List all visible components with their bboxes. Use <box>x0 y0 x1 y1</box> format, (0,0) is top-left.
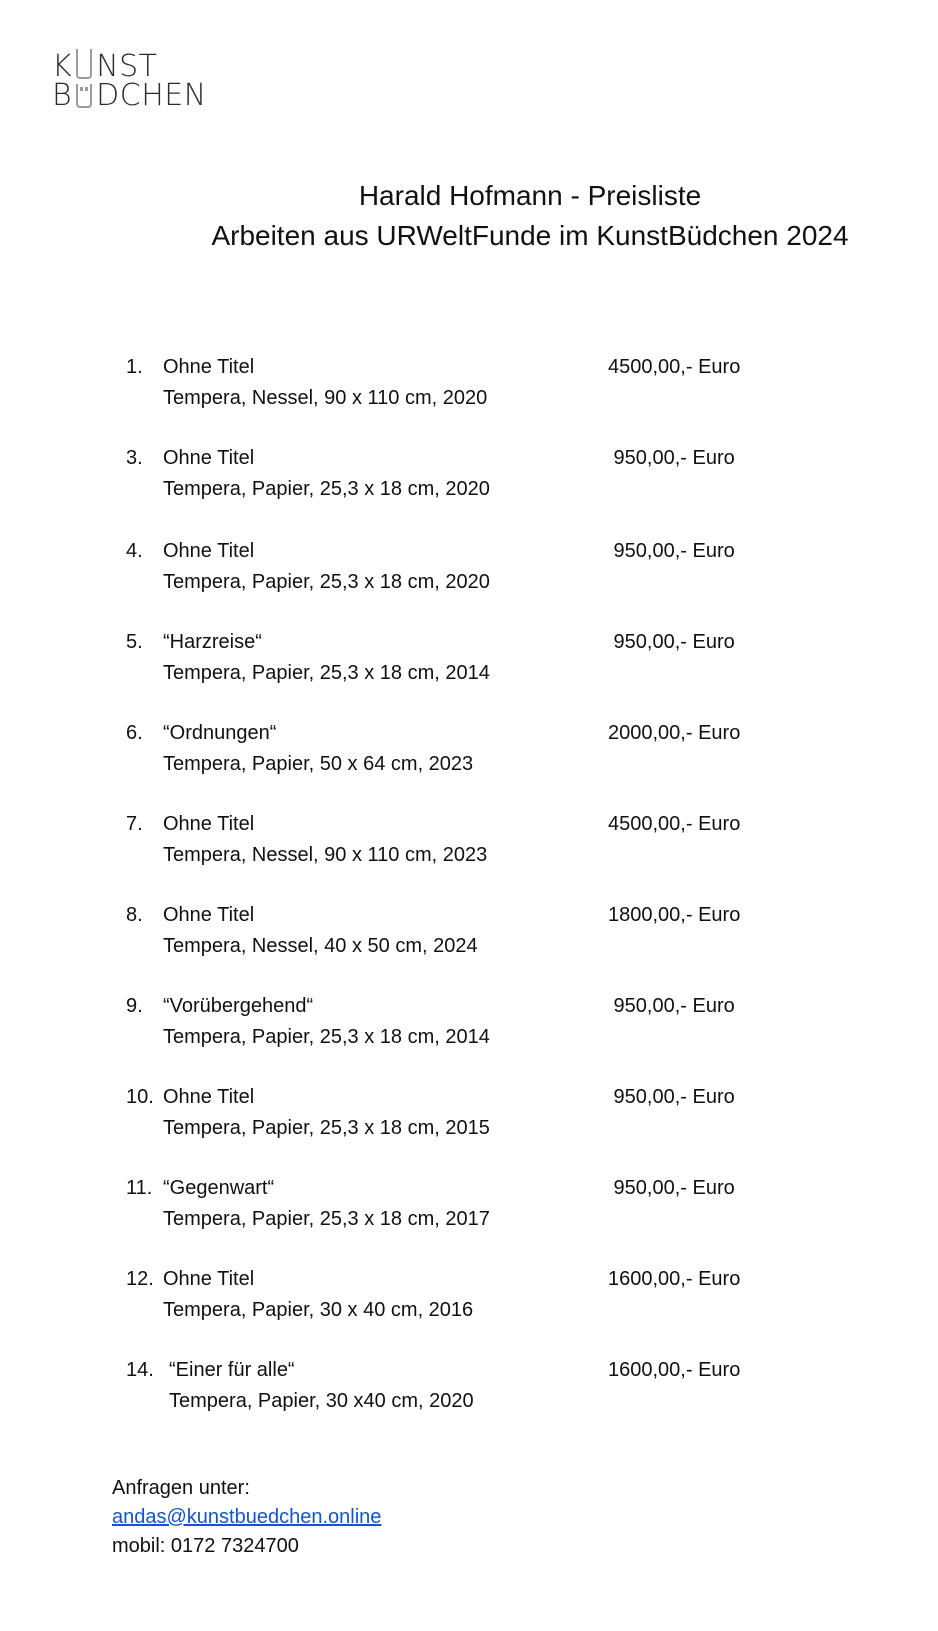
item-price: 950,00,- Euro <box>608 1086 735 1108</box>
price-list-item <box>126 900 766 991</box>
item-details: Tempera, Papier, 30 x40 cm, 2020 <box>169 1390 474 1412</box>
price-list-item <box>126 352 766 443</box>
item-number: 8. <box>126 904 143 926</box>
price-list-item <box>126 536 766 627</box>
kunstbuedchen-logo <box>52 49 207 113</box>
document-subtitle: Arbeiten aus URWeltFunde im KunstBüdchen 2024 <box>211 220 849 251</box>
item-details: Tempera, Nessel, 90 x 110 cm, 2020 <box>163 387 488 409</box>
item-details: Tempera, Papier, 25,3 x 18 cm, 2015 <box>163 1117 490 1139</box>
item-price: 1600,00,- Euro <box>608 1268 741 1290</box>
item-price: 1800,00,- Euro <box>608 904 741 926</box>
contact-label: Anfragen unter: <box>112 1477 250 1499</box>
price-list-item <box>126 1264 766 1355</box>
item-title: “Harzreise“ <box>163 631 262 653</box>
item-title: “Einer für alle“ <box>169 1359 295 1381</box>
item-details: Tempera, Papier, 30 x 40 cm, 2016 <box>163 1299 474 1321</box>
item-details: Tempera, Papier, 50 x 64 cm, 2023 <box>163 753 474 775</box>
item-number: 11. <box>126 1177 153 1199</box>
item-details: Tempera, Papier, 25,3 x 18 cm, 2017 <box>163 1208 490 1230</box>
price-list-item <box>126 1355 766 1446</box>
item-title: “Ordnungen“ <box>163 722 277 744</box>
contact-section <box>112 1474 381 1561</box>
item-price: 4500,00,- Euro <box>608 356 741 378</box>
document-title: Harald Hofmann - Preisliste <box>358 180 702 211</box>
item-price: 1600,00,- Euro <box>608 1359 741 1381</box>
price-list-item <box>126 443 766 536</box>
logo-line-2 <box>52 78 207 113</box>
logo-umlaut-u-glyph <box>76 84 92 108</box>
item-title: “Vorübergehend“ <box>163 995 314 1017</box>
item-details: Tempera, Papier, 25,3 x 18 cm, 2020 <box>163 478 490 500</box>
item-details: Tempera, Papier, 25,3 x 18 cm, 2014 <box>163 1026 490 1048</box>
item-title: Ohne Titel <box>163 447 255 469</box>
document-heading <box>190 176 870 256</box>
logo-u-glyph <box>76 49 92 79</box>
item-title: “Gegenwart“ <box>163 1177 275 1199</box>
item-number: 5. <box>126 631 143 653</box>
item-number: 9. <box>126 995 143 1017</box>
item-title: Ohne Titel <box>163 813 255 835</box>
item-details: Tempera, Papier, 25,3 x 18 cm, 2014 <box>163 662 490 684</box>
item-price: 2000,00,- Euro <box>608 722 741 744</box>
price-list-item <box>126 991 766 1082</box>
item-price: 950,00,- Euro <box>608 631 735 653</box>
price-list-item <box>126 1173 766 1264</box>
item-number: 7. <box>126 813 143 835</box>
price-list-item <box>126 627 766 718</box>
item-price: 4500,00,- Euro <box>608 813 741 835</box>
item-number: 14. <box>126 1359 154 1381</box>
item-title: Ohne Titel <box>163 904 255 926</box>
item-number: 1. <box>126 356 143 378</box>
item-title: Ohne Titel <box>163 540 255 562</box>
logo-letters-nst: NST <box>96 49 158 84</box>
price-list <box>126 352 766 1446</box>
logo-letters-dchen: DCHEN <box>96 78 207 113</box>
item-title: Ohne Titel <box>163 1268 255 1290</box>
email-link[interactable]: andas@kunstbuedchen.online <box>112 1506 382 1528</box>
item-price: 950,00,- Euro <box>608 995 735 1017</box>
price-list-item <box>126 718 766 809</box>
phone-number: mobil: 0172 7324700 <box>112 1535 299 1557</box>
price-list-item <box>126 809 766 900</box>
item-number: 3. <box>126 447 143 469</box>
item-price: 950,00,- Euro <box>608 540 735 562</box>
item-number: 4. <box>126 540 143 562</box>
item-number: 6. <box>126 722 143 744</box>
item-price: 950,00,- Euro <box>608 1177 735 1199</box>
item-details: Tempera, Nessel, 40 x 50 cm, 2024 <box>163 935 478 957</box>
item-title: Ohne Titel <box>163 356 255 378</box>
item-number: 12. <box>126 1268 154 1290</box>
item-details: Tempera, Nessel, 90 x 110 cm, 2023 <box>163 844 488 866</box>
item-details: Tempera, Papier, 25,3 x 18 cm, 2020 <box>163 571 490 593</box>
logo-line-1 <box>52 49 207 84</box>
item-price: 950,00,- Euro <box>608 447 735 469</box>
logo-letter-b: B <box>52 78 73 113</box>
price-list-item <box>126 1082 766 1173</box>
item-title: Ohne Titel <box>163 1086 255 1108</box>
item-number: 10. <box>126 1086 154 1108</box>
logo-letter-k: K <box>52 49 73 84</box>
